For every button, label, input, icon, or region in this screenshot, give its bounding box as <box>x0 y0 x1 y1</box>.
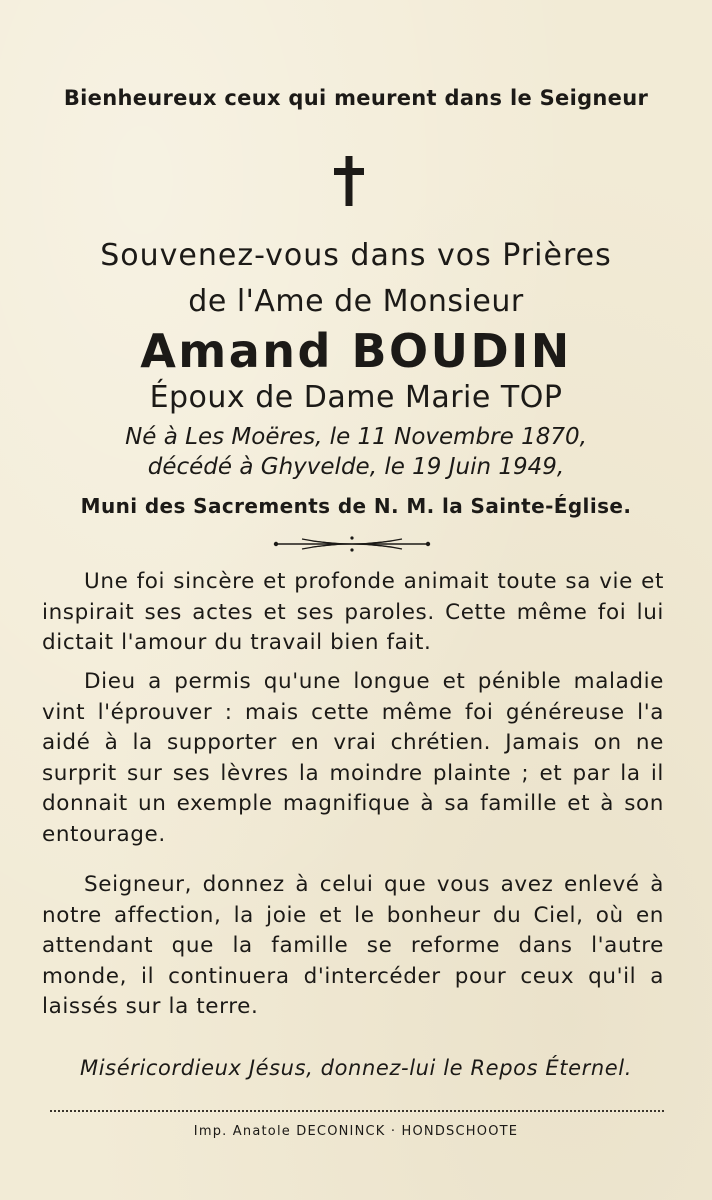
dotted-divider <box>50 1110 664 1112</box>
paragraph-illness: Dieu a permis qu'une longue et pénible maladie vint l'éprouver : mais cette même foi généreuse l'a aidé à la supporter en vrai chrétien. Jamais on ne surprit sur ses lèvres la moindre plainte ; et par la il donnait un exemple magnifique à sa famille et à son entourage. <box>42 669 664 847</box>
paragraph-faith: Une foi sincère et profonde animait toute sa vie et inspirait ses actes et ses paroles. Cette même foi lui dictait l'amour du travail bien fait. <box>42 569 664 655</box>
closing-prayer: Miséricordieux Jésus, donnez-lui le Repos Éternel. <box>80 1056 632 1080</box>
birth-line: Né à Les Moëres, le 11 Novembre 1870, <box>125 424 587 450</box>
deceased-name: Amand BOUDIN <box>140 324 572 378</box>
cross-icon <box>334 156 364 206</box>
spouse-line: Époux de Dame Marie TOP <box>149 380 563 415</box>
printer-credit: Imp. Anatole DECONINCK · HONDSCHOOTE <box>193 1124 519 1139</box>
sacraments-line: Muni des Sacrements de N. M. la Sainte-Église. <box>80 494 632 518</box>
motto: Bienheureux ceux qui meurent dans le Seigneur <box>63 86 649 110</box>
paragraph-prayer: Seigneur, donnez à celui que vous avez enlevé à notre affection, la joie et le bonheur du Ciel, où en attendant que la famille se reforme dans l'autre monde, il continuera d'intercéder pour ceux qu'il a laissés sur la terre. <box>42 872 664 1019</box>
divider-ornament-icon <box>272 536 432 552</box>
death-line: décédé à Ghyvelde, le 19 Juin 1949, <box>147 454 565 480</box>
soul-of-heading: de l'Ame de Monsieur <box>188 284 524 319</box>
remember-heading: Souvenez-vous dans vos Prières <box>100 238 612 273</box>
